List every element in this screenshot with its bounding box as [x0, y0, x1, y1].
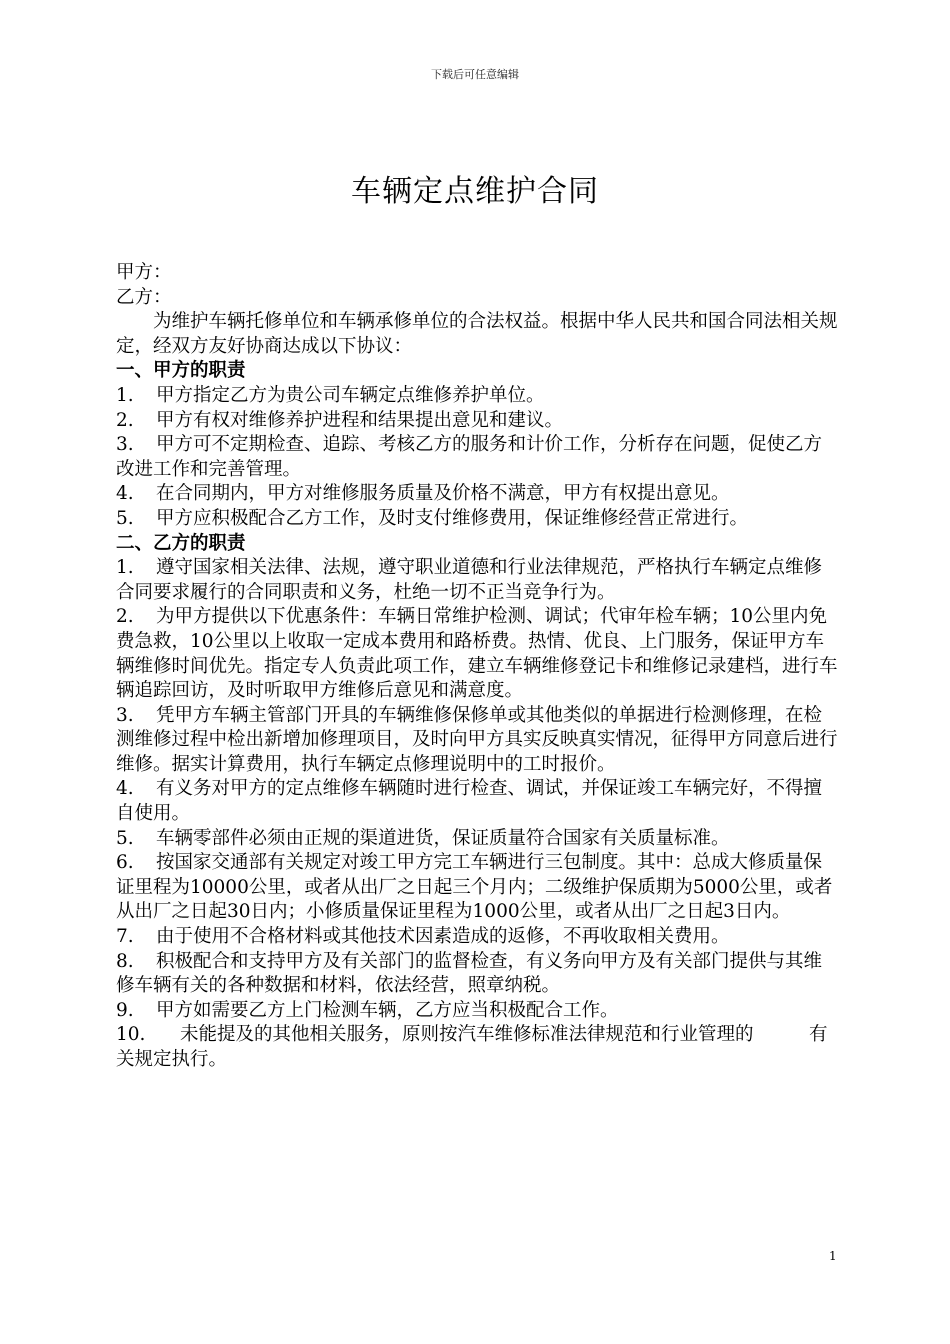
document-title: 车辆定点维护合同	[351, 174, 599, 209]
page-number: 1	[829, 1249, 837, 1263]
clause-text: 按国家交通部有关规定对竣工甲方完工车辆进行三包制度。其中：总成大修质量保证里程为10000公里，或者从出厂之日起三个月内；二级维护保质期为5000公里，或者从出厂之日起30日内；小修质量保证里程为1000公里，或者从出厂之日起3日内。	[116, 852, 833, 923]
clause	[116, 950, 838, 999]
clause-text: 甲方有权对维修养护进程和结果提出意见和建议。	[156, 409, 564, 431]
clause	[116, 827, 838, 852]
clause-number: 4.	[116, 778, 134, 800]
clause-number: 6.	[116, 852, 134, 874]
clause	[116, 433, 838, 482]
clause-text: 凭甲方车辆主管部门开具的车辆维修保修单或其他类似的单据进行检测修理，在检测维修过程中检出新增加修理项目，及时向甲方具实反映真实情况，征得甲方同意后进行维修。据实计算费用，执行车辆定点修理说明中的工时报价。	[116, 704, 838, 775]
clause-number: 10.	[116, 1024, 146, 1046]
clause-text: 遵守国家相关法律、法规，遵守职业道德和行业法律规范，严格执行车辆定点维修合同要求履行的合同职责和义务，杜绝一切不正当竞争行为。	[116, 557, 823, 603]
intro-paragraph: 为维护车辆托修单位和车辆承修单位的合法权益。根据中华人民共和国合同法相关规定，经双方友好协商达成以下协议：	[116, 311, 838, 357]
clause	[116, 925, 838, 950]
clause-number: 4.	[116, 483, 134, 505]
clause-text: 积极配合和支持甲方及有关部门的监督检查，有义务向甲方及有关部门提供与其维修车辆有关的各种数据和材料，依法经营，照章纳税。	[116, 950, 823, 997]
clause-text: 在合同期内，甲方对维修服务质量及价格不满意，甲方有权提出意见。	[156, 483, 730, 505]
party-a-line: 甲方：	[116, 262, 172, 283]
clause-number: 5.	[116, 507, 134, 529]
clause-number: 1.	[116, 557, 134, 579]
clause	[116, 999, 838, 1024]
clause	[116, 704, 838, 778]
clause-number: 2.	[116, 409, 134, 431]
clause-number: 8.	[116, 950, 134, 972]
clause-number: 1.	[116, 384, 134, 406]
header-note: 下载后可任意编辑	[431, 68, 519, 81]
clause	[116, 482, 838, 507]
section-heading-party-a: 一、甲方的职责	[116, 360, 246, 382]
clause	[116, 556, 838, 605]
clause-number: 9.	[116, 999, 134, 1021]
clause-number: 3.	[116, 434, 134, 456]
clause-text: 为甲方提供以下优惠条件：车辆日常维护检测、调试；代审年检车辆；10公里内免费急救，10公里以上收取一定成本费用和路桥费。热情、优良、上门服务，保证甲方车辆维修时间优先。指定专人负责此项工作，建立车辆维修登记卡和维修记录建档，进行车辆追踪回访，及时听取甲方维修后意见和满意度。	[116, 606, 838, 702]
clause-text: 甲方指定乙方为贵公司车辆定点维修养护单位。	[156, 384, 545, 406]
clause-number: 5.	[116, 827, 134, 849]
clause-text: 甲方应积极配合乙方工作，及时支付维修费用，保证维修经营正常进行。	[156, 507, 749, 529]
clause-text: 甲方可不定期检查、追踪、考核乙方的服务和计价工作，分析存在问题，促使乙方改进工作和完善管理。	[116, 434, 823, 480]
clause-number: 2.	[116, 606, 134, 628]
clause-text: 车辆零部件必须由正规的渠道进货，保证质量符合国家有关质量标准。	[156, 827, 730, 849]
party-b-line: 乙方：	[116, 286, 172, 308]
document-body	[116, 261, 838, 1073]
clause-text: 由于使用不合格材料或其他技术因素造成的返修，不再收取相关费用。	[156, 926, 730, 948]
clause-text: 有义务对甲方的定点维修车辆随时进行检查、调试，并保证竣工车辆完好，不得擅自使用。	[116, 778, 823, 825]
clause	[116, 409, 838, 434]
party-b-duties	[116, 556, 838, 1072]
clause	[116, 384, 838, 409]
clause-text: 未能提及的其他相关服务，原则按汽车维修标准法律规范和行业管理的 有关规定执行。	[116, 1024, 828, 1070]
clause-number: 7.	[116, 926, 134, 948]
clause-text: 甲方如需要乙方上门检测车辆，乙方应当积极配合工作。	[156, 999, 619, 1021]
clause	[116, 1023, 838, 1072]
party-a-duties	[116, 384, 838, 532]
clause	[116, 777, 838, 826]
clause	[116, 851, 838, 925]
clause	[116, 507, 838, 532]
section-heading-party-b: 二、乙方的职责	[116, 532, 246, 554]
clause	[116, 605, 838, 703]
clause-number: 3.	[116, 704, 134, 726]
